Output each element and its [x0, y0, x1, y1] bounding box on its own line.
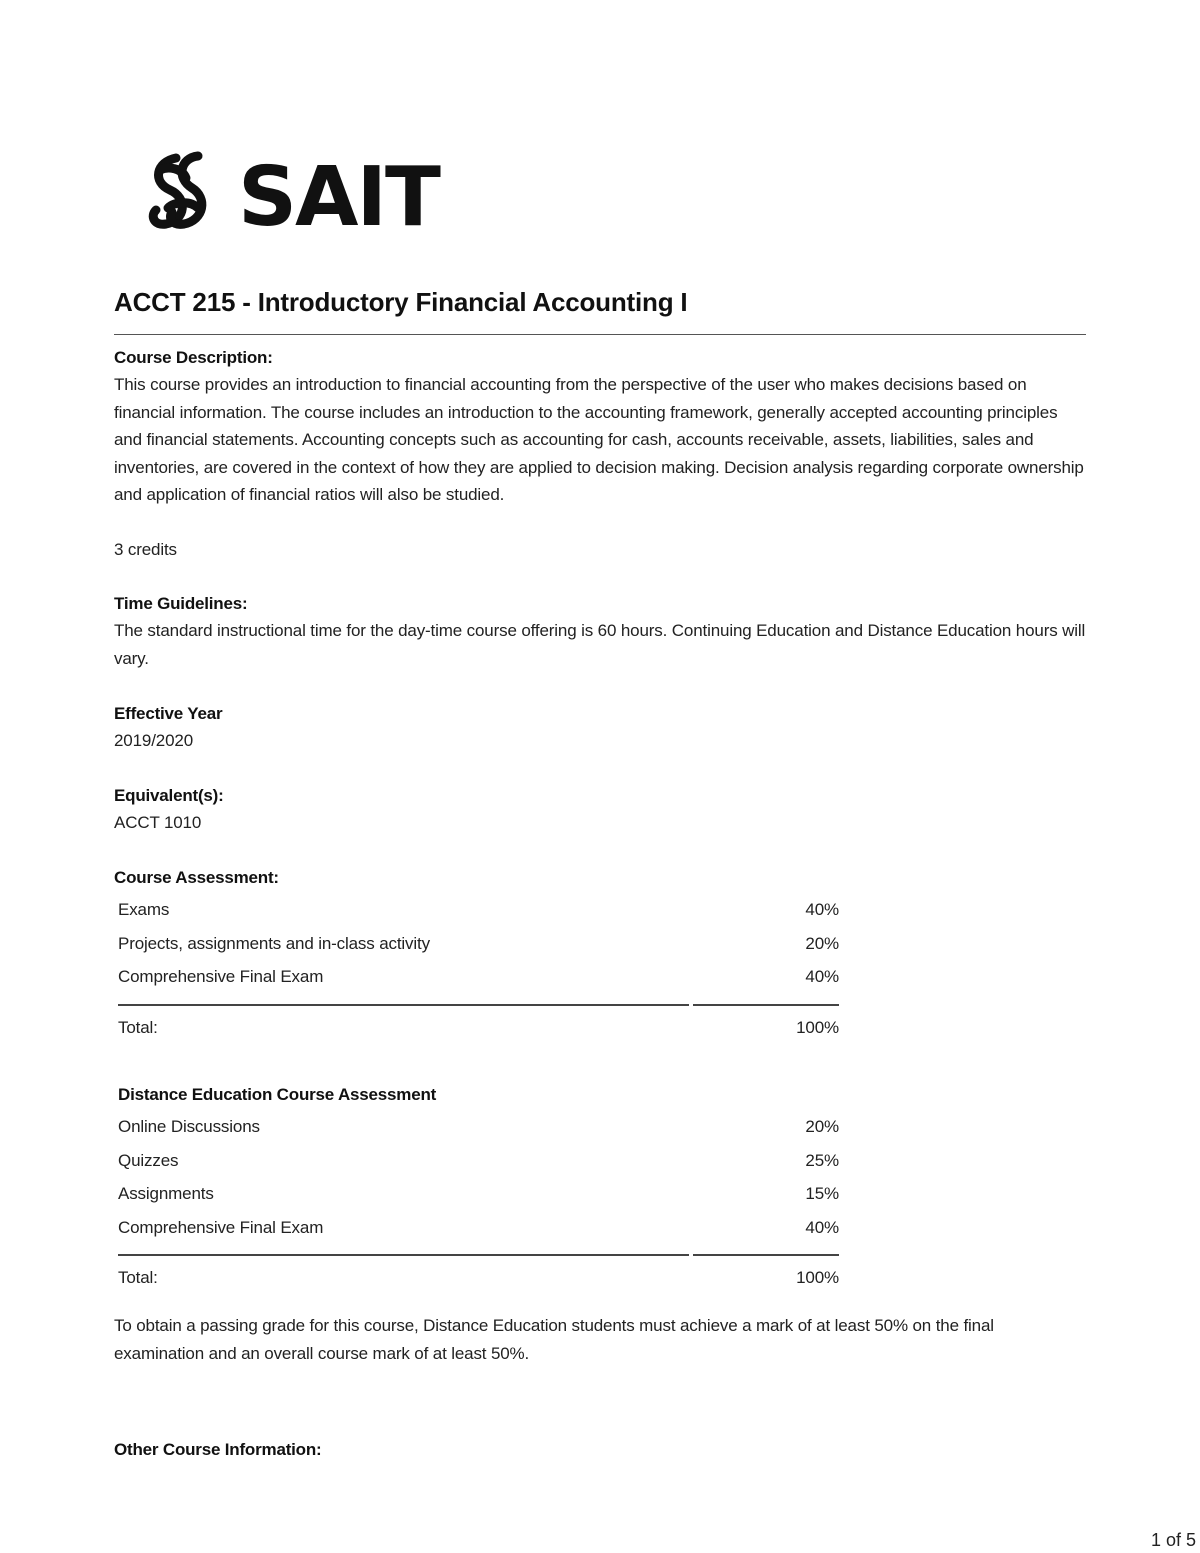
- assessment-item: Assignments: [118, 1184, 214, 1203]
- effective-year-value: 2019/2020: [114, 731, 194, 750]
- course-assessment-label: Course Assessment:: [114, 868, 279, 887]
- total-divider: [118, 1254, 839, 1257]
- total-divider-right: [693, 1004, 839, 1006]
- assessment-item: Quizzes: [118, 1150, 179, 1170]
- assessment-weight: 20%: [805, 1117, 839, 1136]
- course-description-label: Course Description:: [114, 348, 273, 367]
- table-row: [118, 960, 839, 994]
- total-divider: [118, 1004, 839, 1007]
- assessment-weight: 25%: [805, 1150, 839, 1170]
- table-row: [118, 1144, 839, 1178]
- time-guidelines-text: The standard instructional time for the day-time course offering is 60 hours. Continuing Education and Distance Education hours will vary.: [114, 621, 1086, 668]
- credits-text: 3 credits: [114, 540, 177, 559]
- assessment-weight: 15%: [805, 1184, 839, 1203]
- total-row: [118, 1261, 839, 1295]
- course-title: ACCT 215 - Introductory Financial Accounting I: [114, 287, 688, 317]
- time-guidelines-section: [114, 590, 1086, 672]
- table-row: [118, 893, 839, 927]
- assessment-weight: 40%: [805, 900, 839, 919]
- total-label: Total:: [118, 1017, 158, 1037]
- total-value: 100%: [796, 1017, 839, 1037]
- assessment-item: Projects, assignments and in-class activity: [118, 933, 430, 953]
- course-assessment-section: [114, 864, 1086, 891]
- equivalents-value: ACCT 1010: [114, 813, 202, 832]
- assessment-weight: 40%: [805, 967, 839, 986]
- course-description-section: [114, 344, 1086, 509]
- table-row: [118, 1211, 839, 1245]
- page-number: 1 of 5: [1151, 1530, 1197, 1550]
- other-info-section: [114, 1436, 1086, 1463]
- assessment-item: Online Discussions: [118, 1117, 260, 1136]
- assessment-item: Comprehensive Final Exam: [118, 1217, 324, 1237]
- sait-logo: [146, 148, 446, 232]
- passing-note-section: [114, 1312, 1086, 1367]
- course-description-text: This course provides an introduction to financial accounting from the perspective of the user who makes decisions based on financial information. The course includes an introduction to the accounting framework, generally accepted accounting principles and financial statements. Accounting concepts such as accounting for cash, accounts receivable, assets, liabilities, sales and inventories, are covered in the context of how they are applied to decision making. Decision analysis regarding corporate ownership and application of financial ratios will also be studied.: [114, 375, 1084, 504]
- time-guidelines-label: Time Guidelines:: [114, 594, 248, 613]
- distance-assessment-table: [118, 1080, 839, 1295]
- sait-logo-mark: [146, 148, 446, 232]
- equivalents-section: [114, 782, 1086, 837]
- assessment-item: Comprehensive Final Exam: [118, 967, 324, 986]
- effective-year-section: [114, 700, 1086, 755]
- total-divider-left: [118, 1254, 689, 1256]
- table-row: [118, 1177, 839, 1211]
- table-row: [118, 927, 839, 961]
- svg-text:SAIT: SAIT: [238, 150, 439, 232]
- distance-assessment-label: Distance Education Course Assessment: [118, 1085, 437, 1104]
- course-assessment-table: [118, 893, 839, 1044]
- total-divider-right: [693, 1254, 839, 1256]
- assessment-weight: 20%: [805, 933, 839, 953]
- effective-year-label: Effective Year: [114, 704, 223, 723]
- total-value: 100%: [796, 1268, 839, 1287]
- total-divider-left: [118, 1004, 689, 1006]
- credits-section: [114, 536, 1086, 564]
- total-row: [118, 1011, 839, 1045]
- other-info-label: Other Course Information:: [114, 1440, 322, 1459]
- passing-note-text: To obtain a passing grade for this course, Distance Education students must achieve a mark of at least 50% on the final examination and an overall course mark of at least 50%.: [114, 1316, 994, 1363]
- assessment-item: Exams: [118, 900, 170, 919]
- total-label: Total:: [118, 1268, 158, 1287]
- table-row: [118, 1110, 839, 1144]
- equivalents-label: Equivalent(s):: [114, 786, 224, 805]
- title-divider: [114, 334, 1086, 335]
- assessment-weight: 40%: [805, 1217, 839, 1237]
